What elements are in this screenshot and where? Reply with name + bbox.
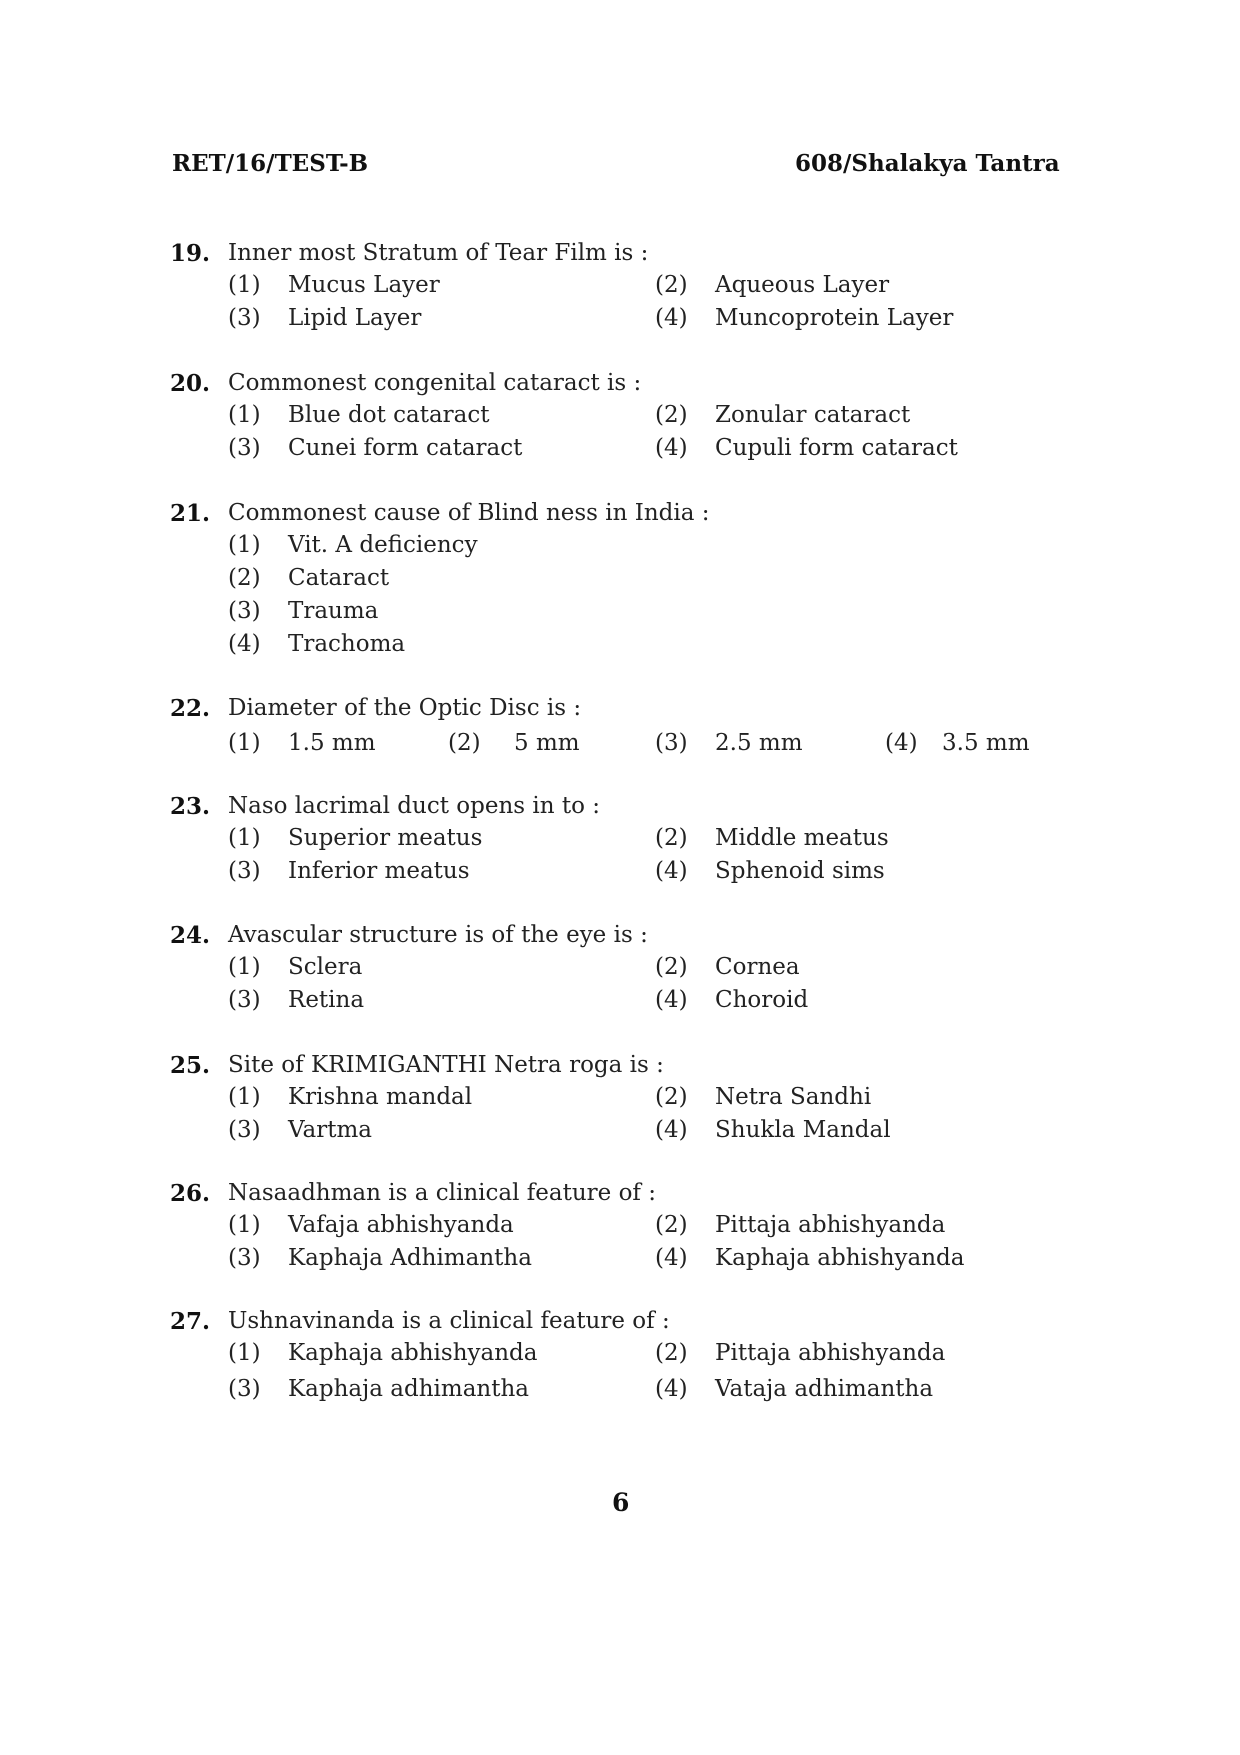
option-text: Cunei form cataract <box>288 435 523 461</box>
option-text: 1.5 mm <box>288 730 376 756</box>
option-text: Lipid Layer <box>288 305 422 331</box>
option-text: Retina <box>288 987 365 1013</box>
option-number: (2) <box>655 954 688 980</box>
question-number: 22. <box>170 695 211 722</box>
option-text: Blue dot cataract <box>288 402 490 428</box>
option-text: Inferior meatus <box>288 858 470 884</box>
option-number: (3) <box>228 435 261 461</box>
option-number: (4) <box>655 305 688 331</box>
option-text: Krishna mandal <box>288 1084 473 1110</box>
option-text: Kaphaja Adhimantha <box>288 1245 532 1271</box>
option-text: Cornea <box>715 954 800 980</box>
option-number: (3) <box>228 858 261 884</box>
option-text: Cataract <box>288 565 390 591</box>
option-text: 5 mm <box>514 730 580 756</box>
option-number: (1) <box>228 1084 261 1110</box>
option-text: Middle meatus <box>715 825 889 851</box>
question-number: 26. <box>170 1180 211 1207</box>
option-number: (1) <box>228 730 261 756</box>
question-number: 19. <box>170 240 211 267</box>
option-text: Muncoprotein Layer <box>715 305 954 331</box>
option-number: (2) <box>655 402 688 428</box>
option-text: 2.5 mm <box>715 730 803 756</box>
option-number: (2) <box>448 730 481 756</box>
option-text: Sclera <box>288 954 363 980</box>
option-text: Vit. A deficiency <box>288 532 478 558</box>
option-number: (1) <box>228 1340 261 1366</box>
option-text: Pittaja abhishyanda <box>715 1340 946 1366</box>
option-number: (4) <box>655 1376 688 1402</box>
question-stem: Avascular structure is of the eye is : <box>228 922 648 948</box>
option-text: Choroid <box>715 987 809 1013</box>
option-number: (3) <box>655 730 688 756</box>
question-stem: Naso lacrimal duct opens in to : <box>228 793 600 819</box>
option-number: (3) <box>228 1245 261 1271</box>
option-number: (1) <box>228 954 261 980</box>
option-number: (4) <box>655 1117 688 1143</box>
question-stem: Ushnavinanda is a clinical feature of : <box>228 1308 670 1334</box>
option-text: Vartma <box>288 1117 372 1143</box>
option-number: (2) <box>655 1084 688 1110</box>
option-text: Zonular cataract <box>715 402 911 428</box>
option-number: (1) <box>228 825 261 851</box>
option-text: Kaphaja abhishyanda <box>715 1245 965 1271</box>
question-stem: Diameter of the Optic Disc is : <box>228 695 582 721</box>
option-number: (1) <box>228 402 261 428</box>
option-number: (3) <box>228 987 261 1013</box>
option-number: (4) <box>655 858 688 884</box>
option-text: Kaphaja adhimantha <box>288 1376 530 1402</box>
option-number: (4) <box>655 987 688 1013</box>
question-stem: Inner most Stratum of Tear Film is : <box>228 240 649 266</box>
option-number: (4) <box>655 435 688 461</box>
question-number: 27. <box>170 1308 211 1335</box>
option-number: (2) <box>655 1340 688 1366</box>
question-number: 25. <box>170 1052 211 1079</box>
question-number: 21. <box>170 500 211 527</box>
question-stem: Commonest cause of Blind ness in India : <box>228 500 710 526</box>
option-text: Trachoma <box>288 631 406 657</box>
question-stem: Site of KRIMIGANTHI Netra roga is : <box>228 1052 664 1078</box>
option-number: (2) <box>655 825 688 851</box>
option-text: Cupuli form cataract <box>715 435 958 461</box>
option-number: (1) <box>228 272 261 298</box>
question-stem: Nasaadhman is a clinical feature of : <box>228 1180 656 1206</box>
option-number: (3) <box>228 598 261 624</box>
option-number: (3) <box>228 1117 261 1143</box>
option-text: Netra Sandhi <box>715 1084 872 1110</box>
option-number: (1) <box>228 532 261 558</box>
question-stem: Commonest congenital cataract is : <box>228 370 642 396</box>
option-text: Trauma <box>288 598 379 624</box>
option-number: (2) <box>655 272 688 298</box>
option-number: (4) <box>655 1245 688 1271</box>
option-number: (4) <box>228 631 261 657</box>
question-number: 24. <box>170 922 211 949</box>
option-number: (3) <box>228 305 261 331</box>
option-text: Vataja adhimantha <box>715 1376 934 1402</box>
option-text: Aqueous Layer <box>715 272 890 298</box>
option-text: Shukla Mandal <box>715 1117 891 1143</box>
question-number: 20. <box>170 370 211 397</box>
option-number: (4) <box>885 730 918 756</box>
option-number: (3) <box>228 1376 261 1402</box>
option-text: Sphenoid sims <box>715 858 885 884</box>
option-number: (2) <box>655 1212 688 1238</box>
option-text: 3.5 mm <box>942 730 1030 756</box>
option-text: Mucus Layer <box>288 272 440 298</box>
page-number: 6 <box>612 1488 630 1517</box>
option-number: (1) <box>228 1212 261 1238</box>
option-text: Superior meatus <box>288 825 483 851</box>
option-text: Vafaja abhishyanda <box>288 1212 514 1238</box>
header-code: RET/16/TEST-B <box>172 150 369 177</box>
option-number: (2) <box>228 565 261 591</box>
option-text: Pittaja abhishyanda <box>715 1212 946 1238</box>
option-text: Kaphaja abhishyanda <box>288 1340 538 1366</box>
question-number: 23. <box>170 793 211 820</box>
header-subject: 608/Shalakya Tantra <box>795 150 1060 177</box>
